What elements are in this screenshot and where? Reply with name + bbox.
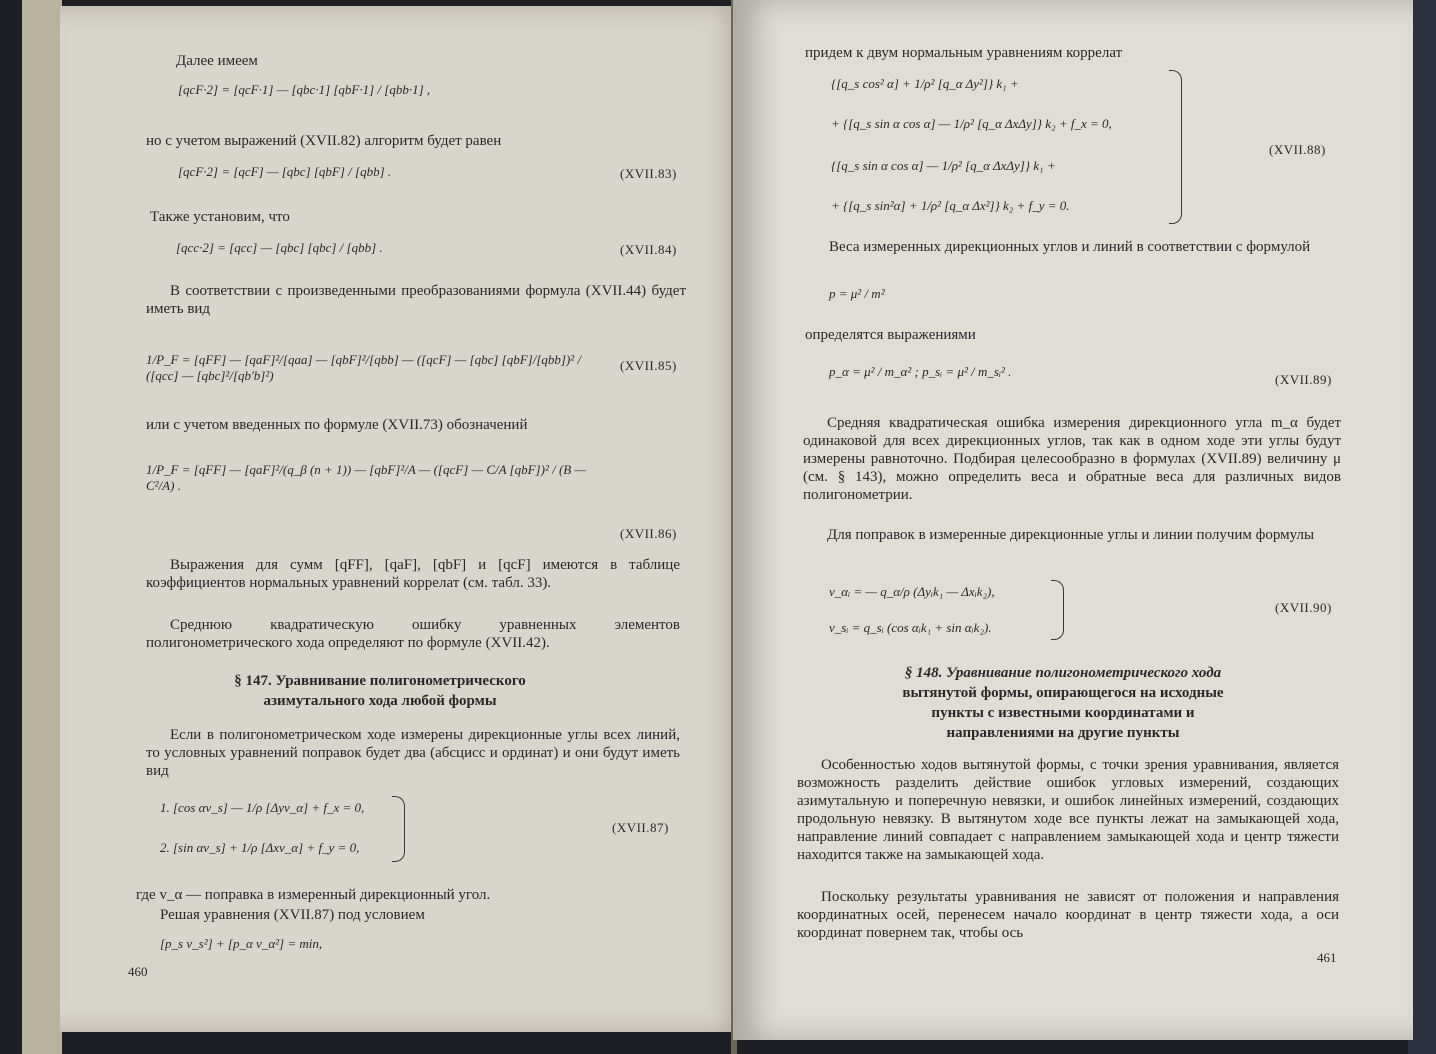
left-page-number: 460	[128, 964, 148, 979]
equation-88-line2: + {[q_s sin α cos α] — 1/ρ² [q_α ΔxΔy]} k₂ + f_x = 0,	[831, 116, 1112, 131]
heading-148-line2: вытянутой формы, опирающегося на исходные	[902, 685, 1224, 701]
left-line-solving: Решая уравнения (XVII.87) под условием	[160, 907, 425, 923]
para-mean-square: Средняя квадратическая ошибка измерения дирекционного угла m_α будет одинаковой для всех дирекционных углов, так как в одном ходе эти углы будут измерены равноточно. Подбирая целесообразно в формулах (XVII.89) величину μ (см. § 143), можно определить веса и обратные веса для различных видов полигонометрии.	[803, 415, 1341, 503]
heading-148-line4: направлениями на другие пункты	[946, 725, 1180, 741]
equation-89-number: (XVII.89)	[1275, 372, 1332, 387]
para-mean-error: Среднюю квадратическую ошибку уравненных элементов полигонометрического хода определяют по формуле (XVII.42).	[146, 617, 680, 651]
para-feature: Особенностью ходов вытянутой формы, с точки зрения уравнивания, является возможность разделить действие ошибок угловых измерений, создающих азимутальную и поперечную невязки, и ошибок линейных измерений, создающих продольную невязку. В вытянутом ходе все пункты лежат на замыкающей хода, направление линий совпадает с направлением замыкающей хода и центр тяжести находится также на замыкающей хода.	[797, 757, 1339, 863]
left-line-also: Также установим, что	[150, 209, 290, 225]
equation-min: [p_s v_s²] + [p_α v_α²] = min,	[160, 936, 323, 951]
left-line-algorithm: но с учетом выражений (XVII.82) алгоритм будет равен	[146, 133, 502, 149]
equation-88-line1: {[q_s cos² α] + 1/ρ² [q_α Δy²]} k₁ +	[831, 76, 1019, 91]
equation-87-line1: 1. [cos αv_s] — 1/ρ [Δyv_α] + f_x = 0,	[160, 800, 365, 815]
equation-86: 1/P_F = [qFF] — [qaF]²/(q_β (n + 1)) — [qbF]²/A — ([qcF] — C/A [qbF])² / (B — C²/A) .	[146, 462, 587, 493]
heading-148-line3: пункты с известными координатами и	[931, 705, 1195, 721]
heading-148-line1: § 148. Уравнивание полигонометрического хода	[904, 665, 1222, 681]
right-line-arrive: придем к двум нормальным уравнениям коррелат	[805, 45, 1123, 61]
equation-88-number: (XVII.88)	[1269, 142, 1326, 157]
left-page	[60, 6, 746, 1032]
para-accordance: В соответствии с произведенными преобразованиями формула (XVII.44) будет иметь вид	[146, 283, 686, 317]
equation-87-line2: 2. [sin αv_s] + 1/ρ [Δxv_α] + f_y = 0,	[160, 840, 360, 855]
left-line-or: или с учетом введенных по формуле (XVII.73) обозначений	[146, 417, 528, 433]
equation-88-line4: + {[q_s sin²α] + 1/ρ² [q_α Δx²]} k₂ + f_y = 0.	[831, 198, 1070, 213]
equation-89: p_α = μ² / m_α² ; p_sᵢ = μ² / m_sᵢ² .	[829, 364, 1012, 379]
equation-86-number: (XVII.86)	[620, 526, 677, 541]
equation-90-line1: v_αᵢ = — q_α/ρ (Δyᵢk₁ — Δxᵢk₂),	[829, 584, 995, 599]
heading-147-line2: азимутального хода любой формы	[263, 693, 497, 709]
equation-84: [qcc·2] = [qcc] — [qbc] [qbc] / [qbb] .	[176, 240, 383, 255]
para-corrections: Для поправок в измеренные дирекционные углы и линии получим формулы	[827, 527, 1315, 543]
equation-88-brace	[1169, 70, 1182, 224]
right-page-number: 461	[1317, 950, 1337, 965]
equation-90-line2: v_sᵢ = q_sᵢ (cos αᵢk₁ + sin αᵢk₂).	[829, 620, 992, 635]
equation-88-line3: {[q_s sin α cos α] — 1/ρ² [q_α ΔxΔy]} k₁ +	[831, 158, 1056, 173]
right-line-determined: определятся выражениями	[805, 327, 976, 343]
equation-84-number: (XVII.84)	[620, 242, 677, 257]
equation-87-brace	[392, 796, 405, 862]
heading-147-line1: § 147. Уравнивание полигонометрического	[234, 673, 526, 689]
para-expressions: Выражения для сумм [qFF], [qaF], [qbF] и [qcF] имеются в таблице коэффициентов нормальных уравнений коррелат (см. табл. 33).	[146, 557, 680, 591]
left-line-where: где v_α — поправка в измеренный дирекционный угол.	[136, 887, 491, 903]
para-if-measured: Если в полигонометрическом ходе измерены дирекционные углы всех линий, то условных уравнений поправок будет два (абсцисс и ординат) и они будут иметь вид	[146, 727, 680, 779]
equation-85: 1/P_F = [qFF] — [qaF]²/[qaa] — [qbF]²/[qbb] — ([qcF] — [qbc] [qbF]/[qbb])² / ([qcc] — [qbc]²/[qb'b]²)	[146, 352, 582, 383]
para-weights: Веса измеренных дирекционных углов и линий в соответствии с формулой	[829, 239, 1311, 255]
equation-83: [qcF·2] = [qcF] — [qbc] [qbF] / [qbb] .	[178, 164, 392, 179]
equation-p: p = μ² / m²	[829, 286, 885, 301]
equation-83-number: (XVII.83)	[620, 166, 677, 181]
equation-87-number: (XVII.87)	[612, 820, 669, 835]
left-page-edge	[22, 0, 62, 1054]
left-line-intro: Далее имеем	[176, 53, 258, 69]
equation-85-number: (XVII.85)	[620, 358, 677, 373]
equation-90-brace	[1051, 580, 1064, 640]
equation-qcf2: [qcF·2] = [qcF·1] — [qbc·1] [qbF·1] / [qbb·1] ,	[178, 82, 431, 97]
equation-90-number: (XVII.90)	[1275, 600, 1332, 615]
para-since: Поскольку результаты уравнивания не зависят от положения и направления координатных осей, перенесем начало координат в центр тяжести хода, а оси координат повернем так, чтобы ось	[797, 889, 1339, 941]
right-page	[733, 0, 1413, 1040]
